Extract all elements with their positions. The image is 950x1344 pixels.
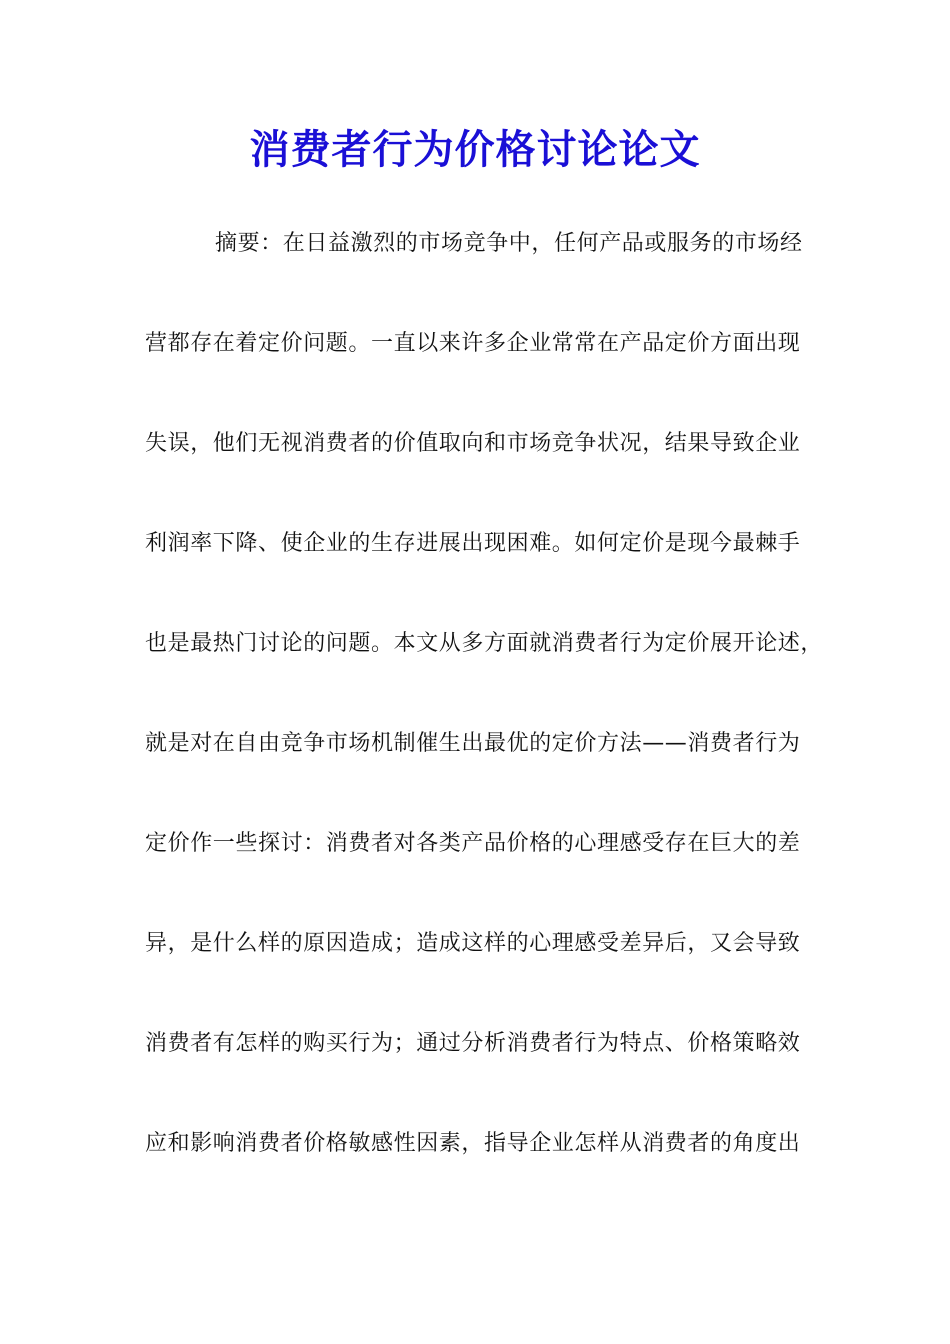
abstract-paragraph (145, 218, 825, 1218)
abstract-line: 消费者有怎样的购买行为；通过分析消费者行为特点、价格策略效 (145, 1031, 801, 1056)
abstract-line: 利润率下降、使企业的生存进展出现困难。如何定价是现今最棘手 (145, 531, 801, 556)
abstract-line: 定价作一些探讨：消费者对各类产品价格的心理感受存在巨大的差 (145, 831, 801, 856)
abstract-line: 也是最热门讨论的问题。本文从多方面就消费者行为定价展开论述， (145, 631, 824, 656)
abstract-line: 就是对在自由竞争市场机制催生出最优的定价方法——消费者行为 (145, 731, 801, 756)
document-title: 消费者行为价格讨论论文 (249, 126, 701, 173)
abstract-line: 失误，他们无视消费者的价值取向和市场竞争状况，结果导致企业 (145, 431, 801, 456)
abstract-line: 应和影响消费者价格敏感性因素，指导企业怎样从消费者的角度出 (145, 1131, 801, 1156)
abstract-line: 营都存在着定价问题。一直以来许多企业常常在产品定价方面出现 (145, 331, 801, 356)
abstract-line: 摘要：在日益激烈的市场竞争中，任何产品或服务的市场经 (215, 231, 803, 256)
abstract-line: 异，是什么样的原因造成；造成这样的心理感受差异后，又会导致 (145, 931, 801, 956)
